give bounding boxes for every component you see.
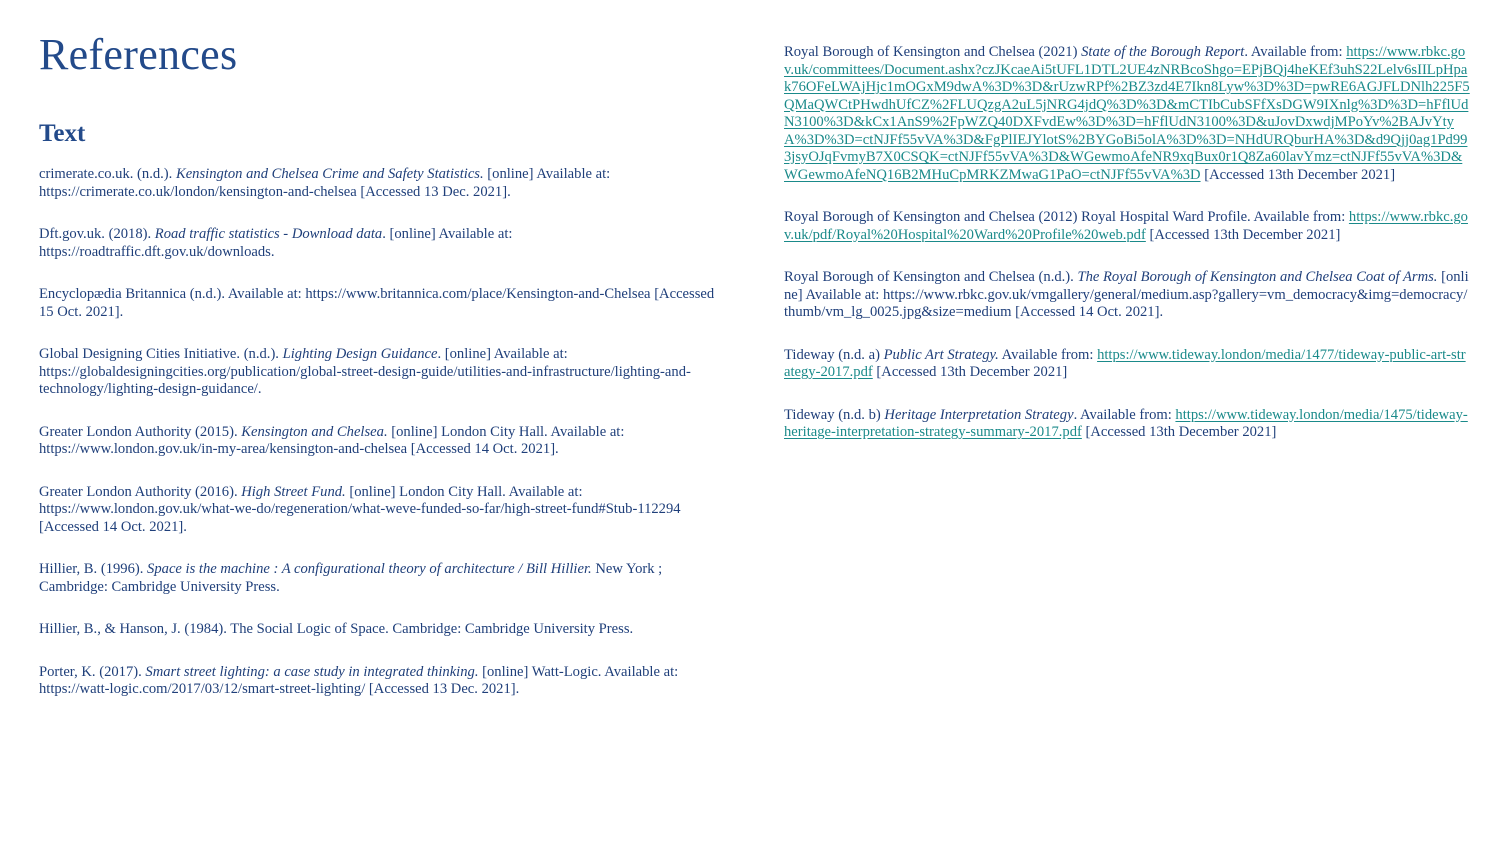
reference-item bbox=[784, 209, 1470, 244]
reference-item bbox=[39, 484, 719, 537]
ref-author-year: Encyclopædia Britannica (n.d.). Available at: https://www.britannica.com/place/Kensington-and-Chelsea [Accessed 15 Oct. 2021]. bbox=[39, 286, 715, 320]
ref-accessed: [Accessed 13th December 2021] bbox=[1081, 424, 1277, 440]
ref-details: . [online] Available at: https://globaldesigningcities.org/publication/global-street-design-guide/utilities-and-infrastructure/lighting-and-technology/lighting-design-guidance/. bbox=[39, 346, 691, 397]
ref-author-year: Greater London Authority (2016). bbox=[39, 483, 242, 500]
ref-author-year: Tideway (n.d. b) bbox=[784, 406, 885, 423]
ref-details: [online] London City Hall. Available at: https://www.london.gov.uk/in-my-area/kensington-and-chelsea [Accessed 14 Oct. 2021]. bbox=[39, 423, 625, 457]
ref-title: High Street Fund. bbox=[241, 483, 346, 500]
reference-item bbox=[39, 561, 719, 596]
ref-author-year: Royal Borough of Kensington and Chelsea (2021) bbox=[784, 44, 1082, 60]
ref-title: Smart street lighting: a case study in integrated thinking. bbox=[145, 663, 479, 680]
ref-author-year: crimerate.co.uk. (n.d.). bbox=[39, 166, 176, 182]
ref-title: Kensington and Chelsea. bbox=[241, 423, 388, 440]
ref-author-year: Tideway (n.d. a) bbox=[784, 346, 884, 363]
ref-details: Available from: bbox=[998, 346, 1098, 363]
ref-title: Kensington and Chelsea Crime and Safety Statistics. bbox=[175, 166, 484, 182]
ref-accessed: [Accessed 13th December 2021] bbox=[872, 364, 1068, 380]
ref-author-year: Porter, K. (2017). bbox=[39, 663, 146, 680]
reference-item bbox=[39, 621, 719, 639]
reference-item bbox=[784, 407, 1470, 442]
ref-author-year: Hillier, B. (1996). bbox=[39, 561, 148, 577]
ref-details: [online] Available at: https://www.rbkc.gov.uk/vmgallery/general/medium.asp?gallery=vm_democracy&img=democracy/thumb/vm_lg_0025.jpg&size=medium [Accessed 14 Oct. 2021]. bbox=[784, 269, 1469, 320]
ref-author-year: Global Designing Cities Initiative. (n.d.). bbox=[39, 346, 283, 362]
reference-item bbox=[784, 269, 1470, 322]
reference-list-left bbox=[39, 166, 719, 724]
ref-link[interactable]: https://www.tideway.london/media/1475/tideway-heritage-interpretation-strategy-summary-2017.pdf bbox=[784, 406, 1468, 440]
ref-title: Lighting Design Guidance bbox=[282, 346, 438, 362]
reference-item bbox=[39, 286, 719, 321]
reference-list-right bbox=[784, 44, 1470, 467]
section-title-text: Text bbox=[39, 120, 86, 147]
ref-details: . Available from: bbox=[1244, 44, 1347, 60]
reference-item bbox=[39, 226, 719, 261]
ref-author-year: Royal Borough of Kensington and Chelsea (n.d.). bbox=[784, 269, 1078, 285]
ref-link[interactable]: https://www.rbkc.gov.uk/committees/Document.ashx?czJKcaeAi5tUFL1DTL2UE4zNRBcoShgo=EPjBQj4heKEf3uhS22Lelv6sIILpHpak76OFeLWAjHjc1mOGxM9dwA%3D%3D&rUzwRPf%2BZ3zd4E7Ikn8Lyw%3D%3D=pwRE6AGJFLDNlh225F5QMaQWCtPHwdhUfCZ%2FLUQzgA2uL5jNRG4jdQ%3D%3D&mCTIbCubSFfXsDGW9IXnlg%3D%3D=hFflUdN3100%3D&kCx1AnS9%2FpWZQ40DXFvdEw%3D%3D=hFflUdN3100%3D&uJovDxwdjMPoYv%2BAJvYtyA%3D%3D=ctNJFf55vVA%3D&FgPlIEJYlotS%2BYGoBi5olA%3D%3D=NHdURQburHA%3D&d9Qjj0ag1Pd993jsyOJqFvmyB7X0CSQK=ctNJFf55vVA%3D&WGewmoAfeNR9xqBux0r1Q8Za60lavYmz=ctNJFf55vVA%3D&WGewmoAfeNQ16B2MHuCpMRKZMwaG1PaO=ctNJFf55vVA%3D bbox=[784, 44, 1470, 183]
ref-accessed: [Accessed 13th December 2021] bbox=[1200, 166, 1396, 183]
reference-item bbox=[39, 664, 719, 699]
ref-author-year: Hillier, B., & Hanson, J. (1984). The Social Logic of Space. Cambridge: Cambridge University Press. bbox=[39, 621, 634, 637]
ref-title: Road traffic statistics - Download data bbox=[154, 226, 383, 242]
ref-details: [online] Available at: https://crimerate.co.uk/london/kensington-and-chelsea [Accessed 13 Dec. 2021]. bbox=[39, 166, 611, 200]
reference-item bbox=[39, 346, 719, 399]
reference-item bbox=[784, 347, 1470, 382]
ref-title: Space is the machine : A configurational theory of architecture / Bill Hillier. bbox=[147, 561, 592, 577]
ref-author-year: Dft.gov.uk. (2018). bbox=[39, 226, 155, 242]
page-title: References bbox=[39, 30, 238, 79]
ref-details: . Available from: bbox=[1073, 406, 1176, 423]
ref-title: Public Art Strategy. bbox=[883, 346, 999, 363]
ref-title: The Royal Borough of Kensington and Chelsea Coat of Arms. bbox=[1077, 269, 1438, 285]
ref-details: . [online] Available at: https://roadtraffic.dft.gov.uk/downloads. bbox=[39, 226, 513, 260]
ref-details: [online] Watt-Logic. Available at: https://watt-logic.com/2017/03/12/smart-street-lighting/ [Accessed 13 Dec. 2021]. bbox=[39, 663, 679, 697]
ref-details: [online] London City Hall. Available at: https://www.london.gov.uk/what-we-do/regeneration/what-weve-funded-so-far/high-street-fund#Stub-112294 [Accessed 14 Oct. 2021]. bbox=[39, 483, 681, 535]
ref-link[interactable]: https://www.rbkc.gov.uk/pdf/Royal%20Hospital%20Ward%20Profile%20web.pdf bbox=[784, 209, 1468, 243]
ref-author-year: Greater London Authority (2015). bbox=[39, 423, 242, 440]
ref-accessed: [Accessed 13th December 2021] bbox=[1145, 226, 1341, 243]
ref-link[interactable]: https://www.tideway.london/media/1477/tideway-public-art-strategy-2017.pdf bbox=[784, 346, 1466, 380]
ref-title: Heritage Interpretation Strategy bbox=[884, 406, 1074, 423]
reference-item bbox=[39, 166, 719, 201]
reference-item bbox=[784, 44, 1470, 184]
ref-title: State of the Borough Report bbox=[1081, 44, 1245, 60]
reference-item bbox=[39, 424, 719, 459]
ref-author-year: Royal Borough of Kensington and Chelsea (2012) Royal Hospital Ward Profile. Available from: bbox=[784, 209, 1349, 225]
ref-details: New York ; Cambridge: Cambridge University Press. bbox=[39, 561, 663, 595]
